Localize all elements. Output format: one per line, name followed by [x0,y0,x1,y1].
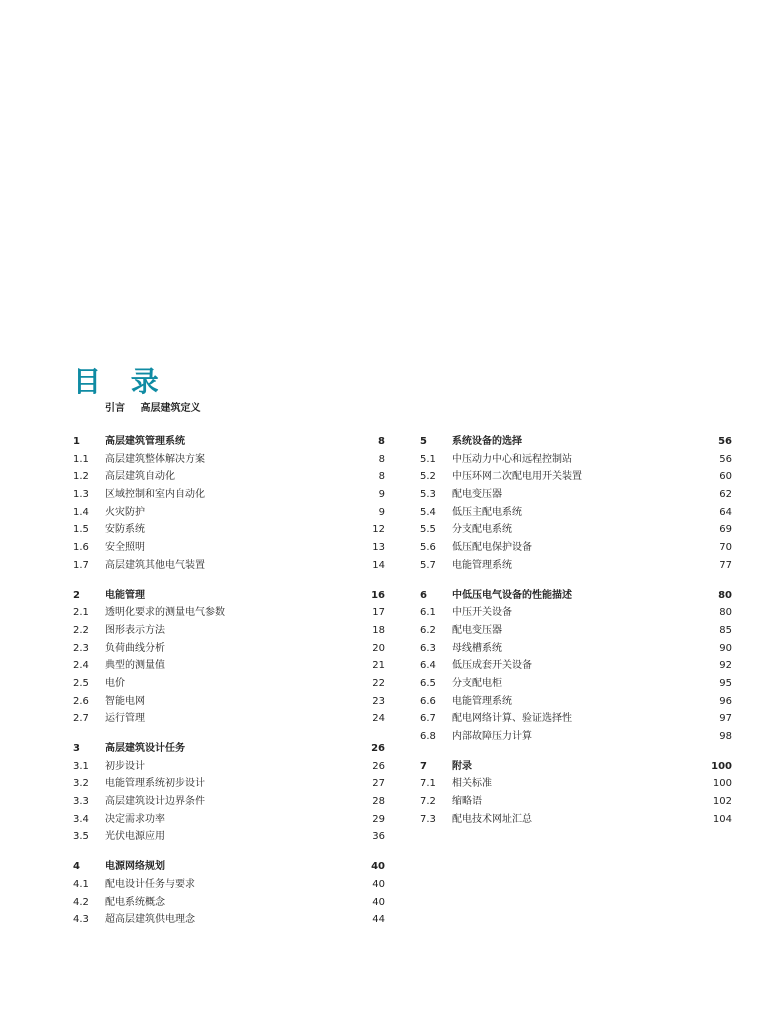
entry-title: 火灾防护 [105,506,145,518]
toc-entry-row[interactable] [73,640,385,658]
entry-title: 电能管理系统初步设计 [105,778,205,790]
intro-label: 引言 [105,403,125,414]
toc-chapter-row[interactable] [73,587,385,605]
toc-entry-row[interactable] [420,710,732,728]
entry-title: 中压开关设备 [452,607,512,619]
entry-page: 12 [372,524,385,536]
entry-number: 1.2 [73,471,89,483]
entry-number: 5.6 [420,542,436,554]
toc-column-left [73,433,385,941]
entry-title: 低压成套开关设备 [452,660,532,672]
entry-title: 超高层建筑供电理念 [105,914,195,926]
entry-page: 40 [371,861,385,873]
entry-title: 光伏电源应用 [105,831,165,843]
toc-entry-row[interactable] [420,504,732,522]
entry-number: 4.1 [73,878,89,890]
toc-entry-row[interactable] [73,657,385,675]
entry-page: 21 [372,660,385,672]
entry-page: 56 [719,453,732,465]
entry-title: 配电网络计算、验证选择性 [452,713,572,725]
entry-page: 16 [371,589,385,601]
entry-number: 4 [73,861,80,873]
entry-number: 5 [420,436,427,447]
entry-title: 智能电网 [105,695,145,707]
entry-page: 36 [372,831,385,843]
entry-number: 6 [420,589,427,601]
entry-number: 6.5 [420,677,436,689]
entry-number: 3 [73,743,80,754]
entry-page: 23 [372,695,385,707]
entry-number: 3.5 [73,831,89,843]
entry-page: 102 [712,796,732,808]
toc-entry-row[interactable] [420,775,732,793]
entry-title: 配电设计任务与要求 [105,878,195,890]
intro-line [105,399,200,414]
toc-entry-row[interactable] [73,675,385,693]
entry-page: 44 [372,914,385,926]
toc-entry-row[interactable] [73,793,385,811]
entry-page: 70 [719,542,732,554]
entry-title: 分支配电系统 [452,524,512,536]
toc-entry-row[interactable] [73,894,385,912]
entry-page: 13 [372,542,385,554]
entry-page: 56 [718,436,732,447]
entry-title: 低压主配电系统 [452,506,522,518]
entry-page: 96 [719,695,732,707]
entry-number: 6.2 [420,624,436,636]
entry-page: 14 [372,559,385,571]
entry-number: 7.2 [420,796,436,808]
entry-page: 100 [712,778,732,790]
entry-title: 图形表示方法 [105,624,165,636]
entry-number: 2.6 [73,695,89,707]
toc-chapter-row[interactable] [73,858,385,876]
entry-page: 90 [719,642,732,654]
toc-section [420,433,732,575]
entry-number: 6.6 [420,695,436,707]
entry-page: 29 [372,813,385,825]
entry-title: 高层建筑自动化 [105,471,175,483]
toc-chapter-row[interactable] [420,433,732,451]
toc-entry-row[interactable] [420,557,732,575]
entry-title: 电能管理系统 [452,559,512,571]
toc-section [73,587,385,729]
toc-entry-row[interactable] [73,775,385,793]
toc-entry-row[interactable] [73,486,385,504]
entry-title: 电源网络规划 [105,861,165,873]
entry-number: 3.1 [73,760,89,772]
entry-number: 1.5 [73,524,89,536]
toc-entry-row[interactable] [73,811,385,829]
entry-page: 9 [378,506,385,518]
entry-number: 1.6 [73,542,89,554]
toc-entry-row[interactable] [73,451,385,469]
entry-title: 电价 [105,677,125,689]
entry-title: 配电变压器 [452,489,502,501]
entry-title: 决定需求功率 [105,813,165,825]
entry-number: 6.4 [420,660,436,672]
intro-text: 高层建筑定义 [140,403,201,414]
entry-title: 安防系统 [105,524,145,536]
entry-page: 85 [719,624,732,636]
entry-page: 26 [372,760,385,772]
toc-entry-row[interactable] [420,657,732,675]
entry-page: 104 [712,813,732,825]
toc-chapter-row[interactable] [73,740,385,758]
entry-page: 80 [718,589,732,601]
toc-entry-row[interactable] [73,911,385,929]
entry-title: 透明化要求的测量电气参数 [105,607,225,619]
entry-page: 8 [378,453,385,465]
entry-number: 3.4 [73,813,89,825]
toc-entry-row[interactable] [73,539,385,557]
entry-title: 内部故障压力计算 [452,731,532,742]
toc-entry-row[interactable] [73,828,385,846]
entry-page: 62 [719,489,732,501]
toc-entry-row[interactable] [420,468,732,486]
entry-number: 2.2 [73,624,89,636]
entry-title: 初步设计 [105,760,145,772]
entry-page: 92 [719,660,732,672]
entry-number: 4.2 [73,896,89,908]
entry-title: 高层建筑其他电气装置 [105,559,205,571]
entry-page: 26 [371,743,385,754]
entry-number: 2.3 [73,642,89,654]
entry-page: 18 [372,624,385,636]
page-title: 目 录 [73,365,169,398]
entry-title: 高层建筑整体解决方案 [105,453,205,465]
entry-title: 中压环网二次配电用开关装置 [452,471,582,483]
entry-number: 4.3 [73,914,89,926]
entry-title: 中压动力中心和远程控制站 [452,453,572,465]
entry-number: 1.4 [73,506,89,518]
toc-entry-row[interactable] [73,876,385,894]
entry-number: 7.1 [420,778,436,790]
entry-page: 60 [719,471,732,483]
entry-title: 典型的测量值 [105,660,165,672]
entry-title: 分支配电柜 [452,677,502,689]
entry-page: 8 [378,436,385,447]
toc-entry-row[interactable] [420,793,732,811]
entry-page: 95 [719,677,732,689]
toc-chapter-row[interactable] [420,587,732,605]
entry-title: 母线槽系统 [452,642,502,654]
entry-number: 2.5 [73,677,89,689]
toc-entry-row[interactable] [420,622,732,640]
toc-entry-row[interactable] [420,693,732,711]
toc-chapter-row[interactable] [420,758,732,776]
toc-section [73,433,385,575]
entry-number: 6.1 [420,607,436,619]
toc-entry-row[interactable] [73,693,385,711]
entry-page: 80 [719,607,732,619]
entry-number: 1.7 [73,559,89,571]
entry-title: 附录 [452,760,472,772]
entry-title: 中低压电气设备的性能描述 [452,589,572,601]
entry-page: 24 [372,713,385,725]
entry-title: 配电变压器 [452,624,502,636]
toc-entry-row[interactable] [420,811,732,829]
entry-title: 运行管理 [105,713,145,725]
toc-entry-row[interactable] [73,557,385,575]
entry-number: 1.3 [73,489,89,501]
entry-page: 97 [719,713,732,725]
entry-number: 1 [73,436,80,447]
entry-title: 高层建筑设计边界条件 [105,796,205,808]
toc-entry-row[interactable] [420,451,732,469]
toc-section [73,740,385,846]
entry-number: 5.1 [420,453,436,465]
entry-title: 安全照明 [105,542,145,554]
entry-number: 7.3 [420,813,436,825]
entry-page: 22 [372,677,385,689]
entry-page: 20 [372,642,385,654]
entry-title: 配电系统概念 [105,896,165,908]
entry-number: 3.3 [73,796,89,808]
toc-entry-row[interactable] [420,640,732,658]
toc-chapter-row[interactable] [73,433,385,451]
entry-title: 高层建筑管理系统 [105,436,185,447]
entry-number: 5.5 [420,524,436,536]
entry-title: 缩略语 [452,796,482,808]
entry-title: 相关标准 [452,778,492,790]
entry-page: 77 [719,559,732,571]
entry-number: 5.4 [420,506,436,518]
toc-entry-row[interactable] [73,521,385,539]
toc-entry-row[interactable] [420,521,732,539]
toc-entry-row[interactable] [73,604,385,622]
toc-entry-row[interactable] [73,622,385,640]
toc-section [420,587,732,746]
entry-number: 6.8 [420,731,436,742]
entry-number: 6.3 [420,642,436,654]
entry-title: 高层建筑设计任务 [105,743,185,754]
entry-page: 28 [372,796,385,808]
toc-entry-row[interactable] [420,604,732,622]
entry-page: 17 [372,607,385,619]
entry-number: 1.1 [73,453,89,465]
entry-number: 5.2 [420,471,436,483]
toc-section [420,758,732,829]
entry-page: 98 [719,731,732,742]
toc-entry-row[interactable] [73,758,385,776]
entry-number: 6.7 [420,713,436,725]
toc-entry-row[interactable] [73,468,385,486]
entry-number: 5.3 [420,489,436,501]
entry-page: 69 [719,524,732,536]
entry-page: 9 [378,489,385,501]
entry-page: 8 [378,471,385,483]
toc-entry-row[interactable] [420,486,732,504]
entry-page: 64 [719,506,732,518]
toc-column-right [420,433,732,840]
toc-entry-row[interactable] [420,539,732,557]
entry-number: 2.4 [73,660,89,672]
entry-title: 电能管理 [105,589,145,601]
toc-entry-row[interactable] [73,504,385,522]
toc-section [73,858,385,929]
entry-number: 3.2 [73,778,89,790]
entry-title: 区域控制和室内自动化 [105,489,205,501]
entry-page: 100 [711,760,732,772]
entry-number: 7 [420,760,427,772]
entry-number: 5.7 [420,559,436,571]
entry-page: 40 [372,878,385,890]
entry-title: 低压配电保护设备 [452,542,532,554]
entry-number: 2 [73,589,80,601]
toc-entry-row[interactable] [420,675,732,693]
entry-number: 2.1 [73,607,89,619]
entry-title: 电能管理系统 [452,695,512,707]
entry-number: 2.7 [73,713,89,725]
entry-page: 27 [372,778,385,790]
entry-title: 系统设备的选择 [452,436,522,447]
entry-title: 负荷曲线分析 [105,642,165,654]
entry-title: 配电技术网址汇总 [452,813,532,825]
entry-page: 40 [372,896,385,908]
toc-entry-row[interactable] [420,728,732,746]
toc-entry-row[interactable] [73,710,385,728]
